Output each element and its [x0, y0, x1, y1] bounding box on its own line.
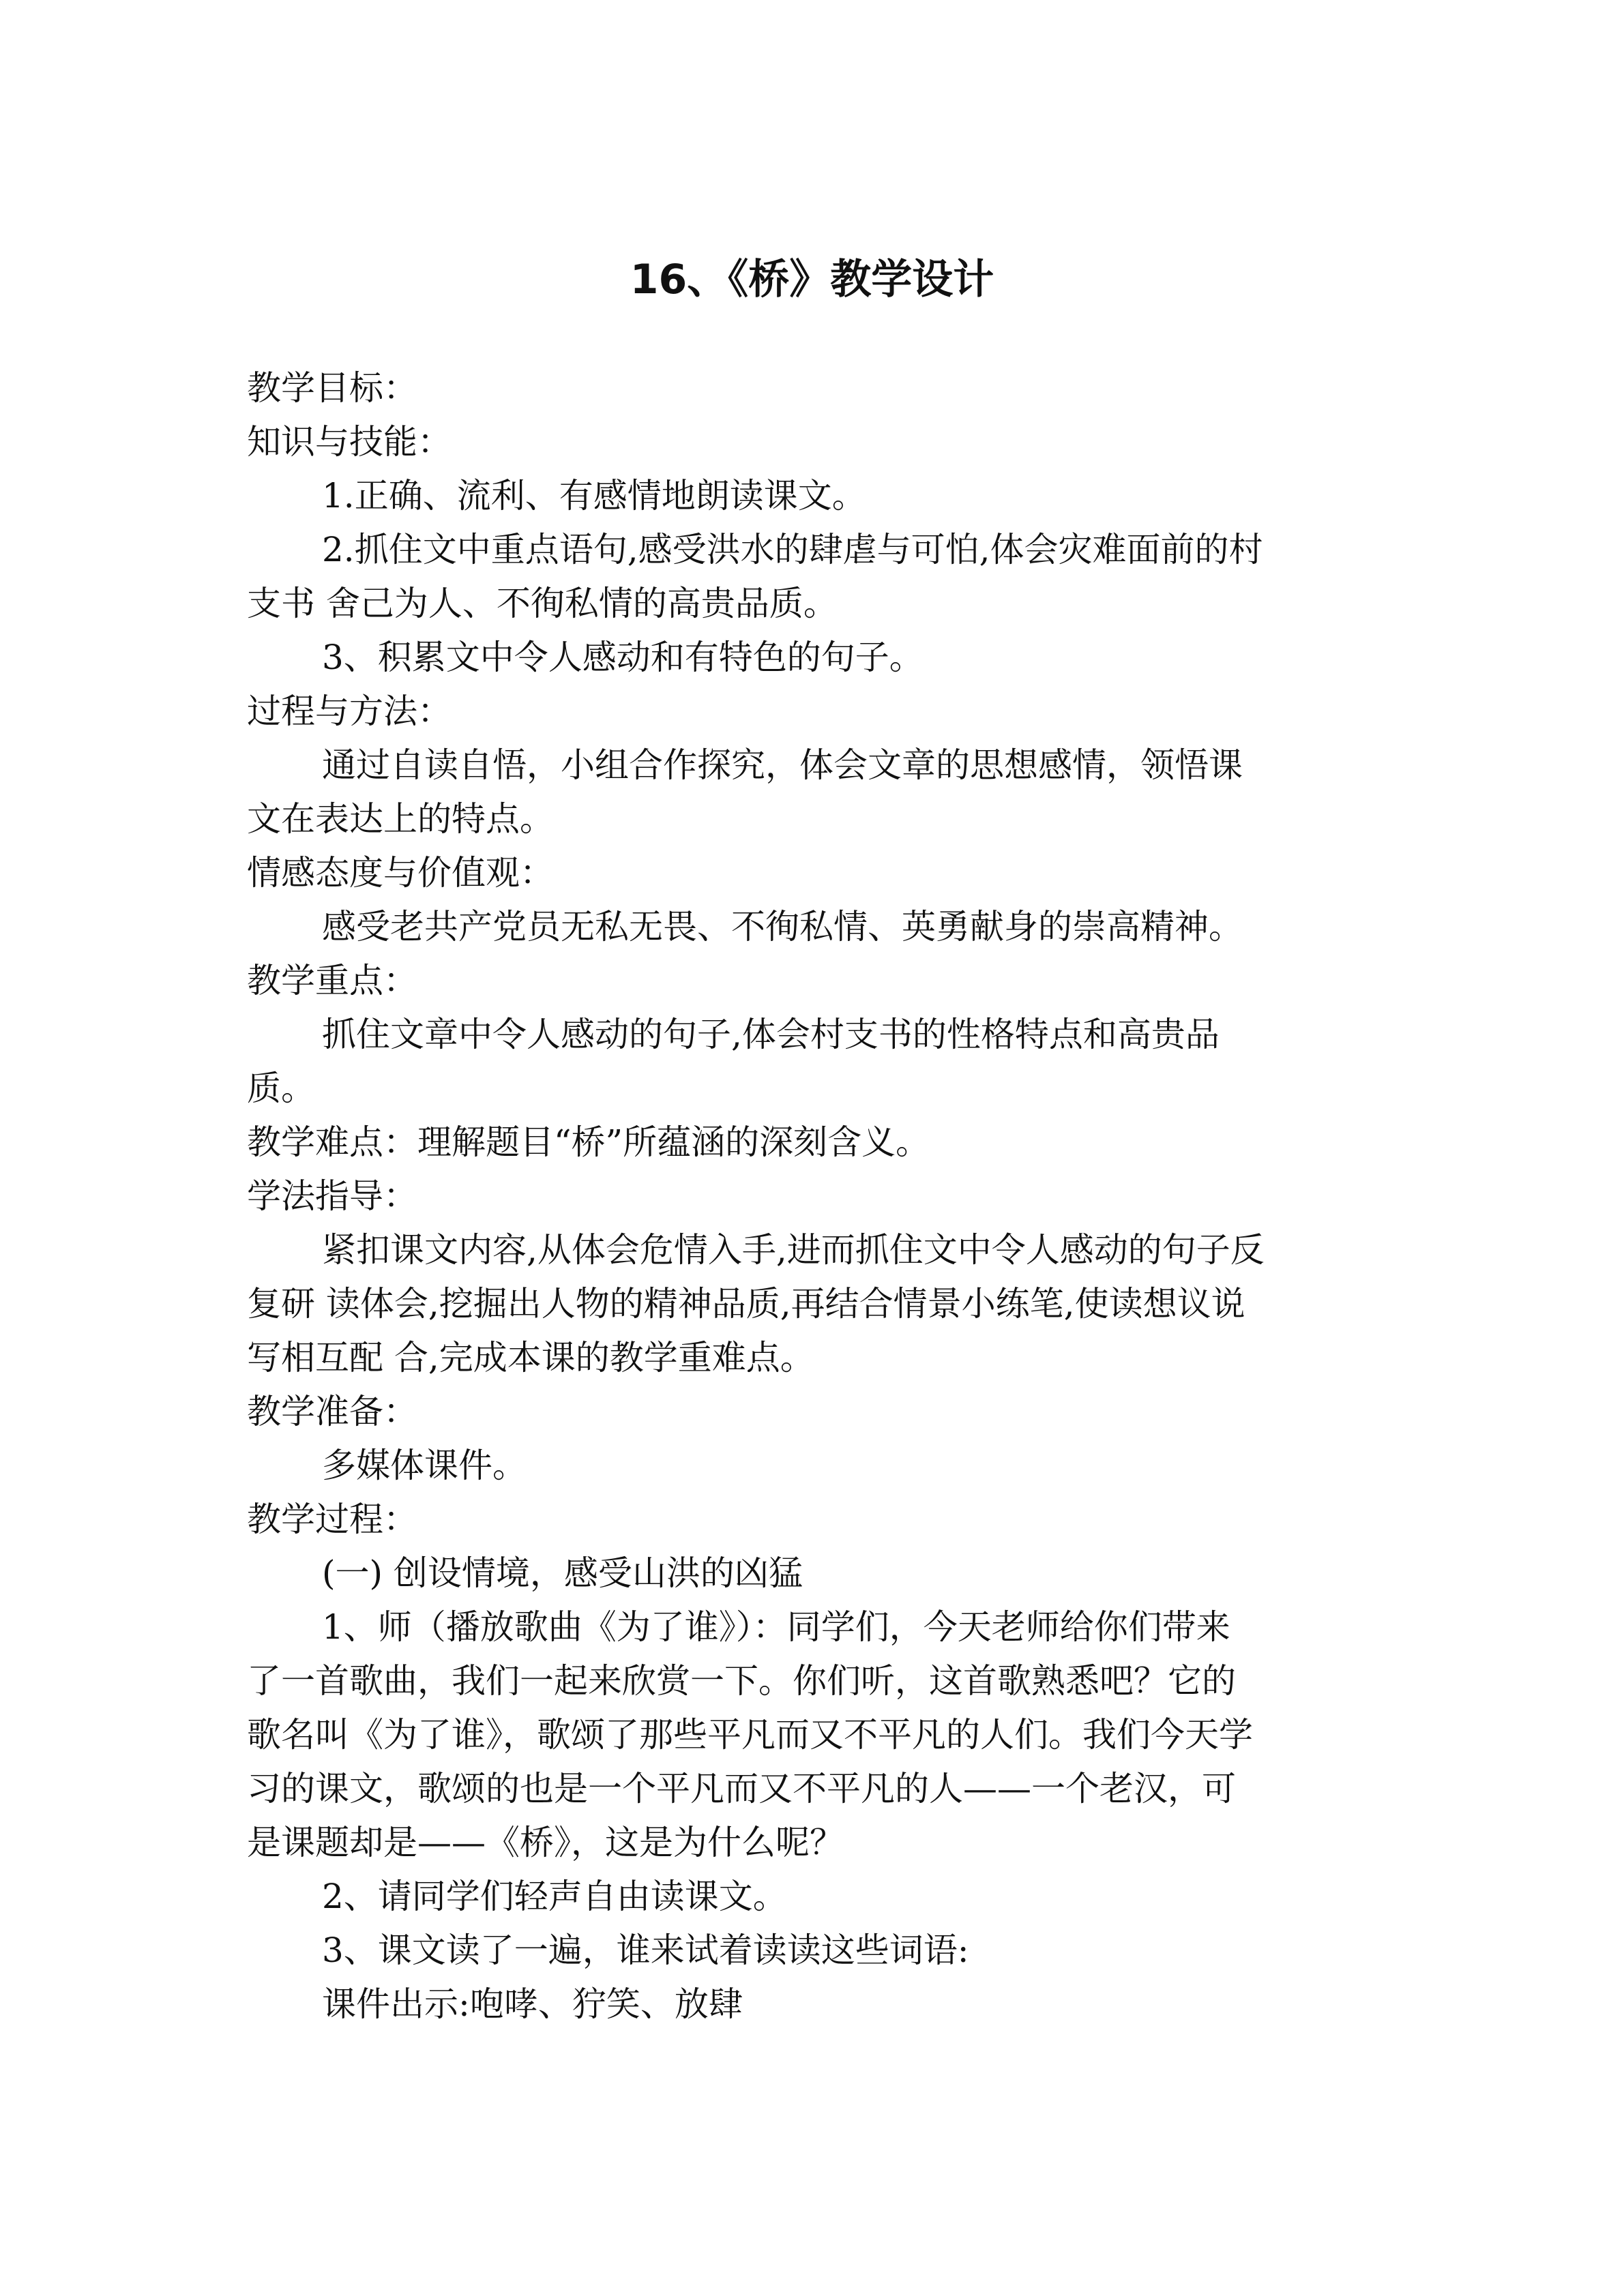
- text-line: 教学难点：理解题目“桥”所蕴涵的深刻含义。: [247, 1122, 930, 1162]
- text-line: 多媒体课件。: [322, 1446, 527, 1485]
- text-line: 了一首歌曲，我们一起来欣赏一下。你们听，这首歌熟悉吧？它的: [247, 1661, 1236, 1701]
- document-title: 16、《桥》教学设计: [630, 256, 994, 303]
- text-line: 教学准备：: [247, 1392, 417, 1431]
- text-line: 通过自读自悟，小组合作探究，体会文章的思想感情，领悟课: [322, 745, 1243, 785]
- document-body: [247, 361, 1386, 2031]
- text-line: 抓住文章中令人感动的句子,体会村支书的性格特点和高贵品: [322, 1015, 1220, 1054]
- text-line: 歌名叫《为了谁》，歌颂了那些平凡而又不平凡的人们。我们今天学: [247, 1715, 1253, 1755]
- text-line: 1、师（播放歌曲《为了谁》）：同学们，今天老师给你们带来: [322, 1607, 1230, 1647]
- text-line: 写相互配 合,完成本课的教学重难点。: [247, 1338, 814, 1377]
- text-line: 复研 读体会,挖掘出人物的精神品质,再结合情景小练笔,使读想议说: [247, 1284, 1245, 1324]
- text-line: 2.抓住文中重点语句,感受洪水的肆虐与可怕,体会灾难面前的村: [322, 530, 1263, 569]
- text-line: 教学过程：: [247, 1500, 417, 1539]
- text-line: 感受老共产党员无私无畏、不徇私情、英勇献身的崇高精神。: [322, 907, 1243, 946]
- text-line: 紧扣课文内容,从体会危情入手,进而抓住文中令人感动的句子反: [322, 1230, 1265, 1270]
- text-line: 支书 舍己为人、不徇私情的高贵品质。: [247, 584, 838, 623]
- text-line: 3、积累文中令人感动和有特色的句子。: [322, 638, 924, 677]
- text-line: 过程与方法：: [247, 691, 452, 731]
- text-line: 教学目标：: [247, 368, 417, 408]
- text-line: 学法指导：: [247, 1176, 417, 1216]
- text-line: 知识与技能：: [247, 422, 452, 462]
- text-line: 教学重点：: [247, 961, 417, 1000]
- text-line: (一) 创设情境，感受山洪的凶猛: [322, 1553, 803, 1593]
- text-line: 课件出示:咆哮、狞笑、放肆: [322, 1984, 743, 2024]
- text-line: 质。: [247, 1069, 315, 1108]
- text-line: 习的课文，歌颂的也是一个平凡而又不平凡的人——一个老汉，可: [247, 1769, 1236, 1808]
- text-line: 3、课文读了一遍，谁来试着读读这些词语:: [322, 1930, 969, 1970]
- text-line: 是课题却是——《桥》，这是为什么呢？: [247, 1823, 844, 1862]
- text-line: 2、请同学们轻声自由读课文。: [322, 1877, 787, 1916]
- text-line: 文在表达上的特点。: [247, 799, 554, 839]
- text-line: 1.正确、流利、有感情地朗读课文。: [322, 476, 866, 516]
- text-line: 情感态度与价值观：: [247, 853, 554, 893]
